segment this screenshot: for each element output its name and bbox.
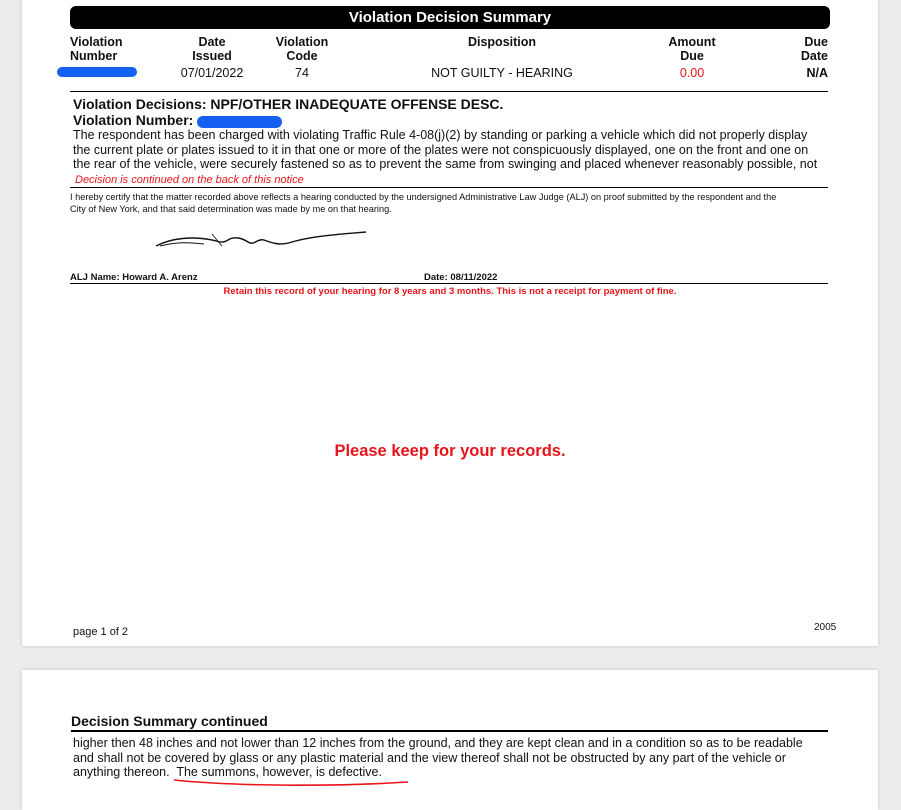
- col-header-violation-code: [262, 35, 342, 63]
- paragraph-line: the current plate or plates issued to it in that one or more of the plates were not conspicuously displayed, one on the front and one on: [73, 142, 809, 157]
- col-header-line: Issued: [192, 49, 232, 63]
- summary-title: Violation Decision Summary: [348, 9, 552, 26]
- handwritten-underline: [172, 778, 412, 788]
- signature-date: Date: 08/11/2022: [424, 272, 498, 283]
- retain-notice: Retain this record of your hearing for 8 years and 3 months. This is not a receipt for payment of fine.: [223, 286, 677, 297]
- col-header-amount-due: [652, 35, 732, 63]
- continued-note: Decision is continued on the back of this notice: [75, 174, 304, 186]
- col-header-disposition: [422, 35, 582, 49]
- page2-paragraph: [73, 736, 803, 780]
- divider: [70, 187, 828, 188]
- alj-signature: [152, 224, 372, 254]
- col-header-line: Date: [198, 35, 226, 49]
- divider: [70, 91, 828, 92]
- disposition-value: NOT GUILTY - HEARING: [431, 66, 573, 80]
- col-header-line: Violation: [275, 35, 329, 49]
- paragraph-line: higher then 48 inches and not lower than 12 inches from the ground, and they are kept clean and in a condition so as to be readable: [73, 736, 803, 750]
- col-header-line: Code: [286, 49, 318, 63]
- certification-line: City of New York, and that said determination was made by me on that hearing.: [70, 203, 392, 214]
- col-header-line: Number: [70, 49, 118, 63]
- col-header-violation-number: [70, 35, 123, 63]
- page-1: [22, 0, 878, 646]
- decisions-heading: Violation Decisions: NPF/OTHER INADEQUATE OFFENSE DESC.: [73, 96, 504, 112]
- page2-heading: Decision Summary continued: [71, 713, 268, 729]
- violation-number-line: [73, 112, 193, 128]
- paragraph-line: and shall not be covered by glass or any plastic material and the view thereof shall not be obstructed by any part of the vehicle or: [73, 750, 786, 765]
- date-issued-value: 07/01/2022: [180, 66, 244, 80]
- divider: [71, 730, 828, 732]
- divider: [70, 283, 828, 284]
- form-code: 2005: [814, 622, 837, 633]
- summary-title-bar: [70, 6, 830, 29]
- amount-due-value: 0.00: [679, 66, 705, 80]
- alj-name: ALJ Name: Howard A. Arenz: [70, 272, 198, 283]
- decision-paragraph: [73, 128, 817, 172]
- keep-records-notice: Please keep for your records.: [334, 442, 566, 460]
- violation-number-label: Violation Number:: [73, 112, 194, 128]
- col-header-date-issued: [172, 35, 252, 63]
- col-header-line: Violation: [70, 35, 123, 49]
- violation-code-value: 74: [295, 66, 309, 80]
- certification-line: I hereby certify that the matter recorded above reflects a hearing conducted by the undersigned Administrative Law Judge (ALJ) on proof submitted by the respondent and the: [70, 192, 777, 202]
- col-header-due-date: [758, 35, 828, 63]
- col-header-line: Amount: [668, 35, 716, 49]
- paragraph-segment: anything thereon.: [73, 765, 177, 779]
- violation-number-cell: [52, 64, 142, 80]
- due-date-value: N/A: [806, 66, 828, 80]
- paragraph-line: The respondent has been charged with violating Traffic Rule 4-08(j)(2) by standing or parking a vehicle which did not properly display: [73, 128, 808, 142]
- col-header-line: Due: [804, 35, 828, 49]
- col-header-line: Disposition: [467, 35, 537, 49]
- paragraph-line: the rear of the vehicle, were securely fastened so as to prevent the same from swinging and placed whenever reasonably possible, not: [73, 157, 818, 171]
- redaction-mark: [57, 67, 137, 77]
- certification-text: [70, 192, 776, 215]
- page-2: [22, 670, 878, 810]
- col-header-line: Date: [800, 49, 828, 63]
- highlighted-sentence: The summons, however, is defective.: [176, 765, 382, 779]
- page-number: page 1 of 2: [73, 626, 129, 638]
- col-header-line: Due: [680, 49, 704, 63]
- redaction-mark: [197, 116, 282, 128]
